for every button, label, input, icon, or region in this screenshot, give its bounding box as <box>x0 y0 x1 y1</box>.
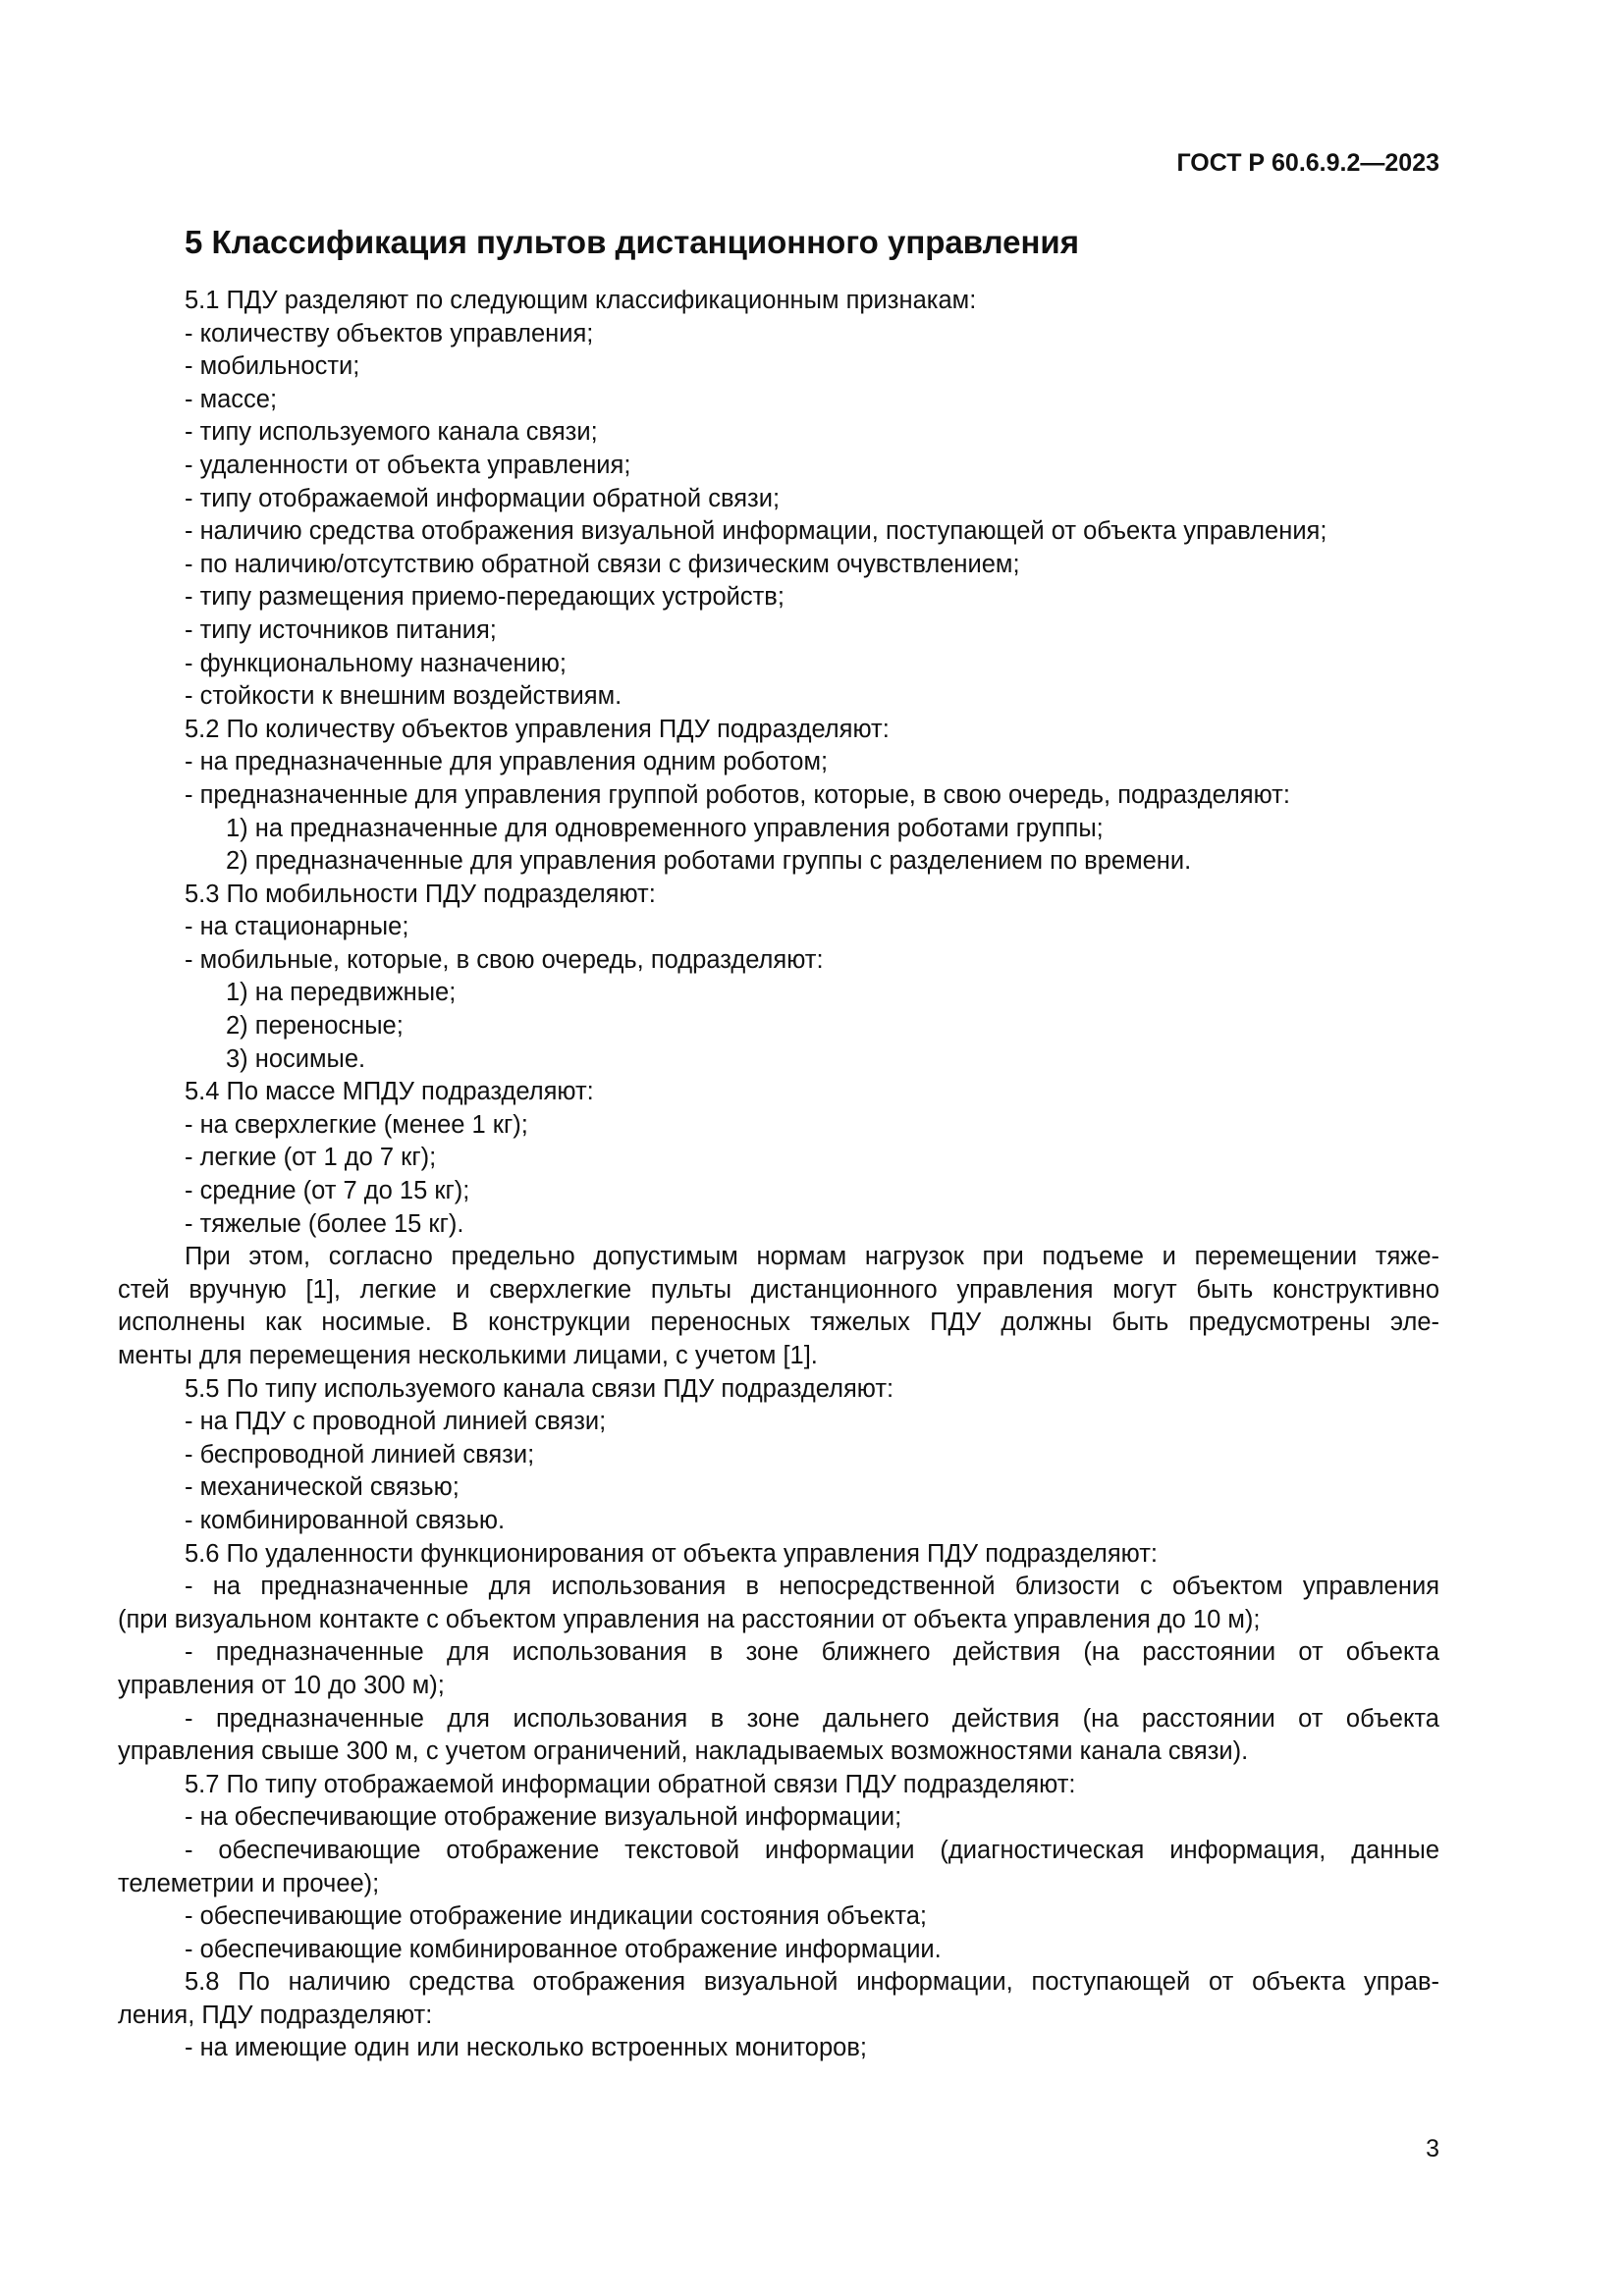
list-item: - на сверхлегкие (менее 1 кг); <box>185 1110 528 1139</box>
paragraph-line: ления, ПДУ подразделяют: <box>118 2001 433 2029</box>
list-item: - по наличию/отсутствию обратной связи с физическим очувствлением; <box>185 550 1020 578</box>
list-item: - на предназначенные для управления одним роботом; <box>185 748 829 776</box>
list-item: - наличию средства отображения визуальной информации, поступающей от объекта управления; <box>185 517 1327 546</box>
list-item: - средние (от 7 до 15 кг); <box>185 1177 470 1205</box>
list-item: - массе; <box>185 385 278 413</box>
paragraph-line: исполнены как носимые. В конструкции переносных тяжелых ПДУ должны быть предусмотрены эле- <box>118 1308 1439 1337</box>
sub-list-item: 1) на предназначенные для одновременного управления роботами группы; <box>226 814 1104 842</box>
paragraph-line: - предназначенные для использования в зоне ближнего действия (на расстоянии от объекта <box>185 1638 1439 1667</box>
document-header: ГОСТ Р 60.6.9.2—2023 <box>1176 149 1439 177</box>
list-item: - функциональному назначению; <box>185 649 568 677</box>
list-item: - мобильные, которые, в свою очередь, подразделяют: <box>185 945 824 974</box>
clause-5-5: 5.5 По типу используемого канала связи ПДУ подразделяют: <box>185 1374 894 1403</box>
list-item: - мобильности; <box>185 352 360 381</box>
list-item: - легкие (от 1 до 7 кг); <box>185 1144 437 1172</box>
clause-5-7: 5.7 По типу отображаемой информации обратной связи ПДУ подразделяют: <box>185 1770 1076 1798</box>
sub-list-item: 1) на передвижные; <box>226 979 457 1007</box>
list-item: - количеству объектов управления; <box>185 319 594 347</box>
paragraph-line: (при визуальном контакте с объектом управления на расстоянии от объекта управления до 10 м); <box>118 1605 1261 1633</box>
list-item: - типу размещения приемо-передающих устройств; <box>185 583 785 612</box>
list-item: - на обеспечивающие отображение визуальной информации; <box>185 1803 902 1832</box>
clause-5-3: 5.3 По мобильности ПДУ подразделяют: <box>185 880 656 908</box>
list-item: - типу источников питания; <box>185 615 497 644</box>
list-item: - предназначенные для управления группой роботов, которые, в свою очередь, подразделяют: <box>185 780 1290 809</box>
clause-5-8: 5.8 По наличию средства отображения визуальной информации, поступающей от объекта управ- <box>185 1968 1439 1997</box>
list-item: - комбинированной связью. <box>185 1506 506 1534</box>
list-item: - типу используемого канала связи; <box>185 418 598 447</box>
list-item: - на ПДУ с проводной линией связи; <box>185 1408 607 1436</box>
section-title: 5 Классификация пультов дистанционного управления <box>185 224 1079 260</box>
sub-list-item: 2) переносные; <box>226 1012 404 1041</box>
page-number: 3 <box>1426 2135 1439 2163</box>
clause-5-4: 5.4 По массе МПДУ подразделяют: <box>185 1078 594 1106</box>
paragraph-line: телеметрии и прочее); <box>118 1869 380 1897</box>
paragraph-line: стей вручную [1], легкие и сверхлегкие пульты дистанционного управления могут быть конструктивно <box>118 1275 1439 1304</box>
list-item: - тяжелые (более 15 кг). <box>185 1209 464 1238</box>
list-item: - обеспечивающие отображение индикации состояния объекта; <box>185 1902 927 1931</box>
sub-list-item: 3) носимые. <box>226 1044 366 1073</box>
paragraph-line: - предназначенные для использования в зоне дальнего действия (на расстоянии от объекта <box>185 1704 1439 1733</box>
paragraph-line: управления свыше 300 м, с учетом ограничений, накладываемых возможностями канала связи). <box>118 1737 1249 1766</box>
paragraph-line: - на предназначенные для использования в непосредственной близости с объектом управления <box>185 1573 1439 1601</box>
section-body <box>118 285 1439 2065</box>
clause-5-1: 5.1 ПДУ разделяют по следующим классификационным признакам: <box>185 287 977 314</box>
paragraph-line: При этом, согласно предельно допустимым нормам нагрузок при подъеме и перемещении тяже- <box>185 1243 1439 1271</box>
list-item: - удаленности от объекта управления; <box>185 451 631 479</box>
clause-5-2: 5.2 По количеству объектов управления ПДУ подразделяют: <box>185 715 890 743</box>
paragraph-line: - обеспечивающие отображение текстовой информации (диагностическая информация, данные <box>185 1836 1439 1864</box>
sub-list-item: 2) предназначенные для управления роботами группы с разделением по времени. <box>226 847 1192 876</box>
paragraph-line: менты для перемещения несколькими лицами, с учетом [1]. <box>118 1342 818 1369</box>
paragraph-line: управления от 10 до 300 м); <box>118 1671 445 1699</box>
clause-5-6: 5.6 По удаленности функционирования от объекта управления ПДУ подразделяют: <box>185 1539 1158 1568</box>
list-item: - стойкости к внешним воздействиям. <box>185 682 623 711</box>
list-item: - на стационарные; <box>185 913 409 941</box>
list-item: - типу отображаемой информации обратной связи; <box>185 484 781 512</box>
list-item: - на имеющие один или несколько встроенных мониторов; <box>185 2034 867 2062</box>
list-item: - механической связью; <box>185 1473 460 1502</box>
list-item: - беспроводной линией связи; <box>185 1440 535 1468</box>
list-item: - обеспечивающие комбинированное отображение информации. <box>185 1935 942 1963</box>
